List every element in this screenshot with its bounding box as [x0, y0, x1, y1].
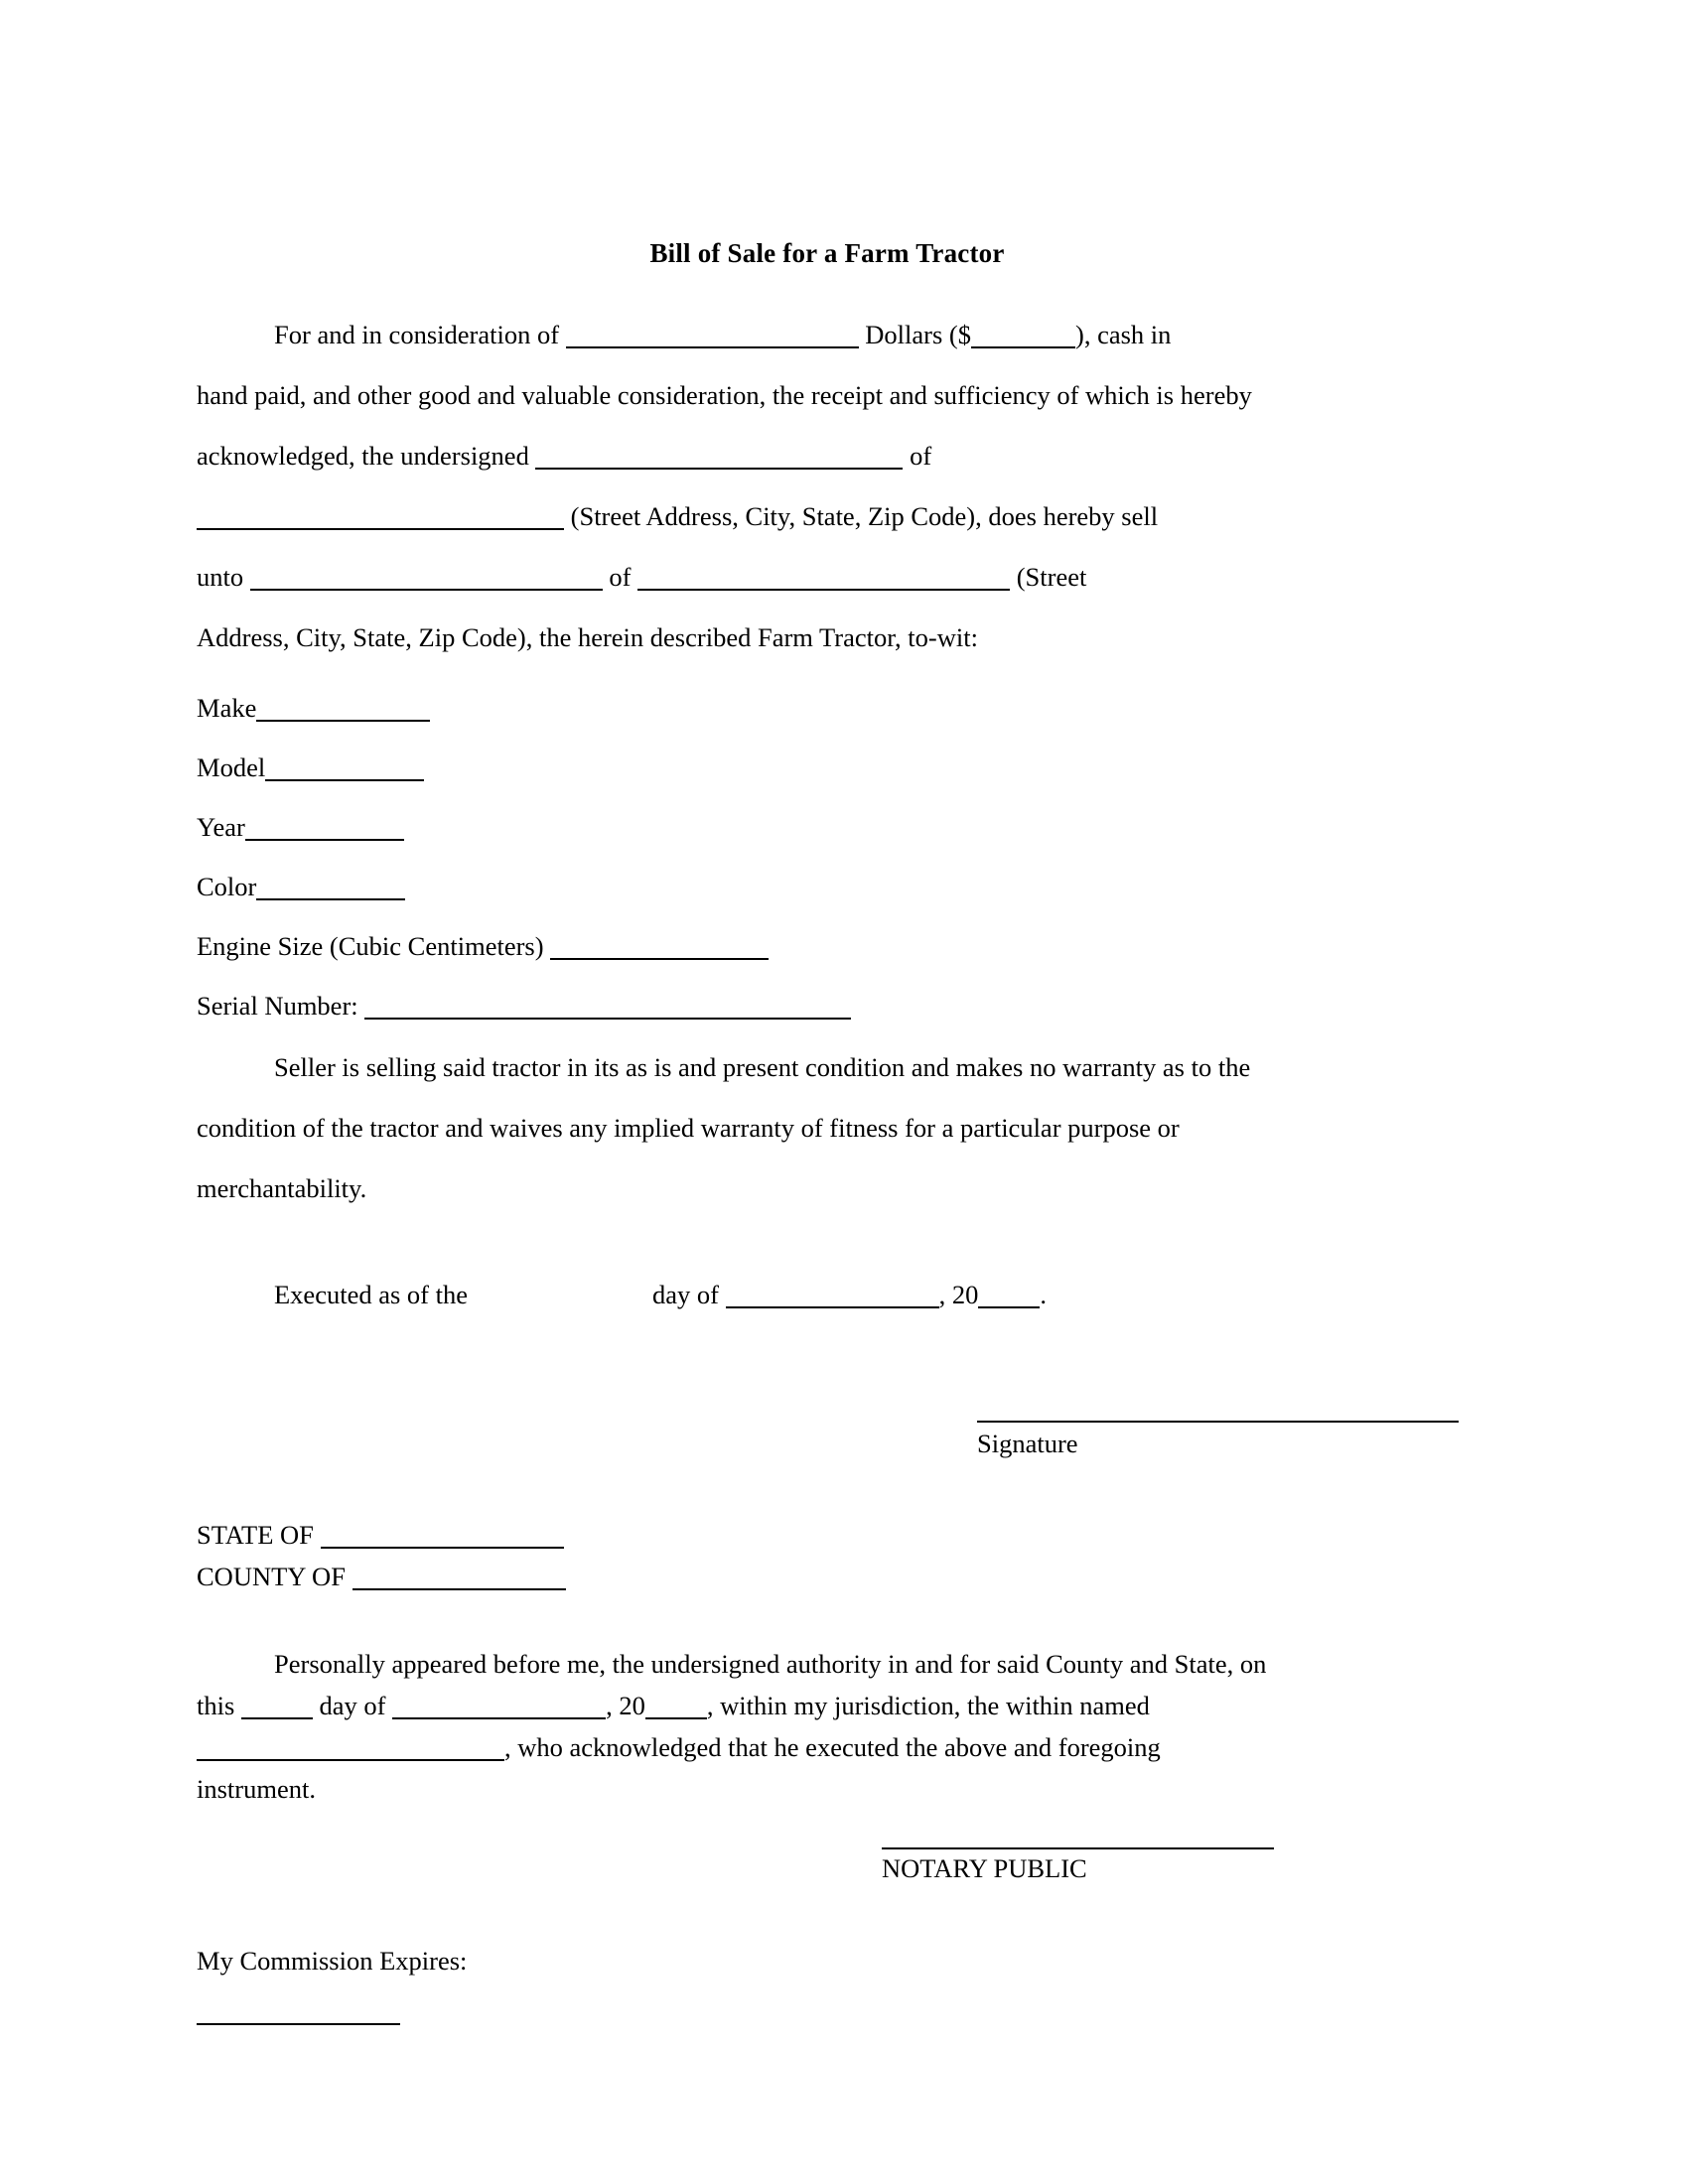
executed-year-blank[interactable]	[978, 1287, 1040, 1308]
unto-prefix: unto	[197, 562, 244, 592]
county-of-row	[197, 1556, 1458, 1597]
ack-day-blank[interactable]	[241, 1698, 313, 1719]
jurisdiction-block	[197, 1514, 1458, 1597]
acknowledgment-line-1	[197, 1643, 1458, 1685]
field-blank-year[interactable]	[245, 819, 404, 841]
buyer-name-blank[interactable]	[250, 569, 603, 591]
acknowledgment-line-3	[197, 1726, 1458, 1768]
field-blank-color[interactable]	[256, 879, 405, 900]
consideration-line-4	[197, 486, 1458, 547]
consideration-paragraph	[197, 305, 1458, 668]
county-of-blank[interactable]	[352, 1569, 566, 1590]
acknowledgment-line-4: instrument.	[197, 1774, 316, 1804]
dollars-close: ), cash in	[1075, 320, 1172, 349]
consideration-line-1	[197, 305, 1458, 365]
ack-year-prefix: , 20	[606, 1691, 645, 1720]
signature-block	[197, 1421, 1458, 1496]
field-row-year	[197, 797, 1458, 857]
undersigned-prefix: acknowledged, the undersigned	[197, 441, 529, 471]
commission-blank-row	[197, 1986, 1458, 2038]
field-row-engine-size	[197, 916, 1458, 976]
ack-tail: , within my jurisdiction, the within named	[706, 1691, 1150, 1720]
executed-month-blank[interactable]	[726, 1287, 939, 1308]
seller-address-blank[interactable]	[197, 508, 564, 530]
executed-date-line	[197, 1265, 1458, 1325]
tractor-details-fields	[197, 678, 1458, 1035]
field-row-make	[197, 678, 1458, 738]
ack-person-name-blank[interactable]	[197, 1739, 504, 1761]
county-of-label: COUNTY OF	[197, 1562, 352, 1591]
amount-words-blank[interactable]	[566, 327, 859, 348]
warranty-paragraph	[197, 1037, 1458, 1219]
page-title: Bill of Sale for a Farm Tractor	[649, 238, 1005, 268]
signature-line[interactable]	[977, 1421, 1459, 1423]
consideration-lead-in: For and in consideration of	[274, 320, 560, 349]
commission-label-row: My Commission Expires:	[197, 1946, 468, 1976]
warranty-line-1	[197, 1037, 1458, 1098]
field-blank-serial-number[interactable]	[364, 998, 851, 1020]
field-label-engine-size: Engine Size (Cubic Centimeters)	[197, 931, 551, 961]
seller-name-blank[interactable]	[535, 448, 903, 470]
consideration-line-5	[197, 547, 1458, 608]
ack-month-blank[interactable]	[392, 1698, 606, 1719]
field-label-color: Color	[197, 872, 257, 901]
consideration-line-3	[197, 426, 1458, 486]
executed-prefix: Executed as of the	[274, 1280, 468, 1309]
dollars-label: Dollars ($	[865, 320, 971, 349]
field-row-model	[197, 738, 1458, 797]
executed-period: .	[1040, 1280, 1047, 1309]
warranty-line-2: condition of the tractor and waives any implied warranty of fitness for a particular purpose or	[197, 1113, 1180, 1143]
notary-public-block	[197, 1847, 1458, 1919]
buyer-address-blank[interactable]	[637, 569, 1010, 591]
consideration-line-2: hand paid, and other good and valuable consideration, the receipt and sufficiency of which is hereby	[197, 380, 1252, 410]
warranty-line-3: merchantability.	[197, 1173, 367, 1203]
executed-year-prefix: , 20	[938, 1280, 979, 1309]
field-label-year: Year	[197, 812, 245, 842]
field-row-serial-number	[197, 976, 1458, 1035]
field-blank-make[interactable]	[256, 700, 430, 722]
notary-public-label: NOTARY PUBLIC	[882, 1853, 1087, 1883]
state-of-row	[197, 1514, 1458, 1556]
state-of-blank[interactable]	[321, 1527, 564, 1549]
seller-address-hint: (Street Address, City, State, Zip Code), does hereby sell	[570, 501, 1159, 531]
signature-label: Signature	[977, 1429, 1078, 1458]
warranty-text-1: Seller is selling said tractor in its as is and present condition and makes no warranty as to the	[274, 1052, 1251, 1082]
unto-of: of	[609, 562, 632, 592]
commission-expires-block	[197, 1935, 1458, 2038]
notary-signature-line[interactable]	[882, 1847, 1274, 1849]
ack-day-of: day of	[319, 1691, 386, 1720]
ack-year-blank[interactable]	[645, 1698, 707, 1719]
acknowledgment-paragraph	[197, 1643, 1458, 1810]
amount-numeric-blank[interactable]	[971, 327, 1075, 348]
buyer-address-hint-start: (Street	[1016, 562, 1087, 592]
field-blank-engine-size[interactable]	[550, 938, 769, 960]
executed-day-of: day of	[652, 1280, 719, 1309]
state-of-label: STATE OF	[197, 1520, 321, 1550]
acknowledgment-line-2	[197, 1685, 1458, 1726]
field-label-model: Model	[197, 752, 266, 782]
acknowledgment-text-1: Personally appeared before me, the undersigned authority in and for said County and State, on	[274, 1649, 1267, 1679]
commission-expires-blank[interactable]	[197, 2003, 400, 2025]
field-label-make: Make	[197, 693, 257, 723]
consideration-line-6: Address, City, State, Zip Code), the herein described Farm Tractor, to-wit:	[197, 622, 978, 652]
ack-this: this	[197, 1691, 235, 1720]
document-body	[197, 0, 1458, 2038]
ack-person-tail: , who acknowledged that he executed the above and foregoing	[504, 1732, 1161, 1762]
field-row-color	[197, 857, 1458, 916]
field-blank-model[interactable]	[265, 759, 424, 781]
field-label-serial-number: Serial Number:	[197, 991, 365, 1021]
undersigned-of: of	[910, 441, 932, 471]
